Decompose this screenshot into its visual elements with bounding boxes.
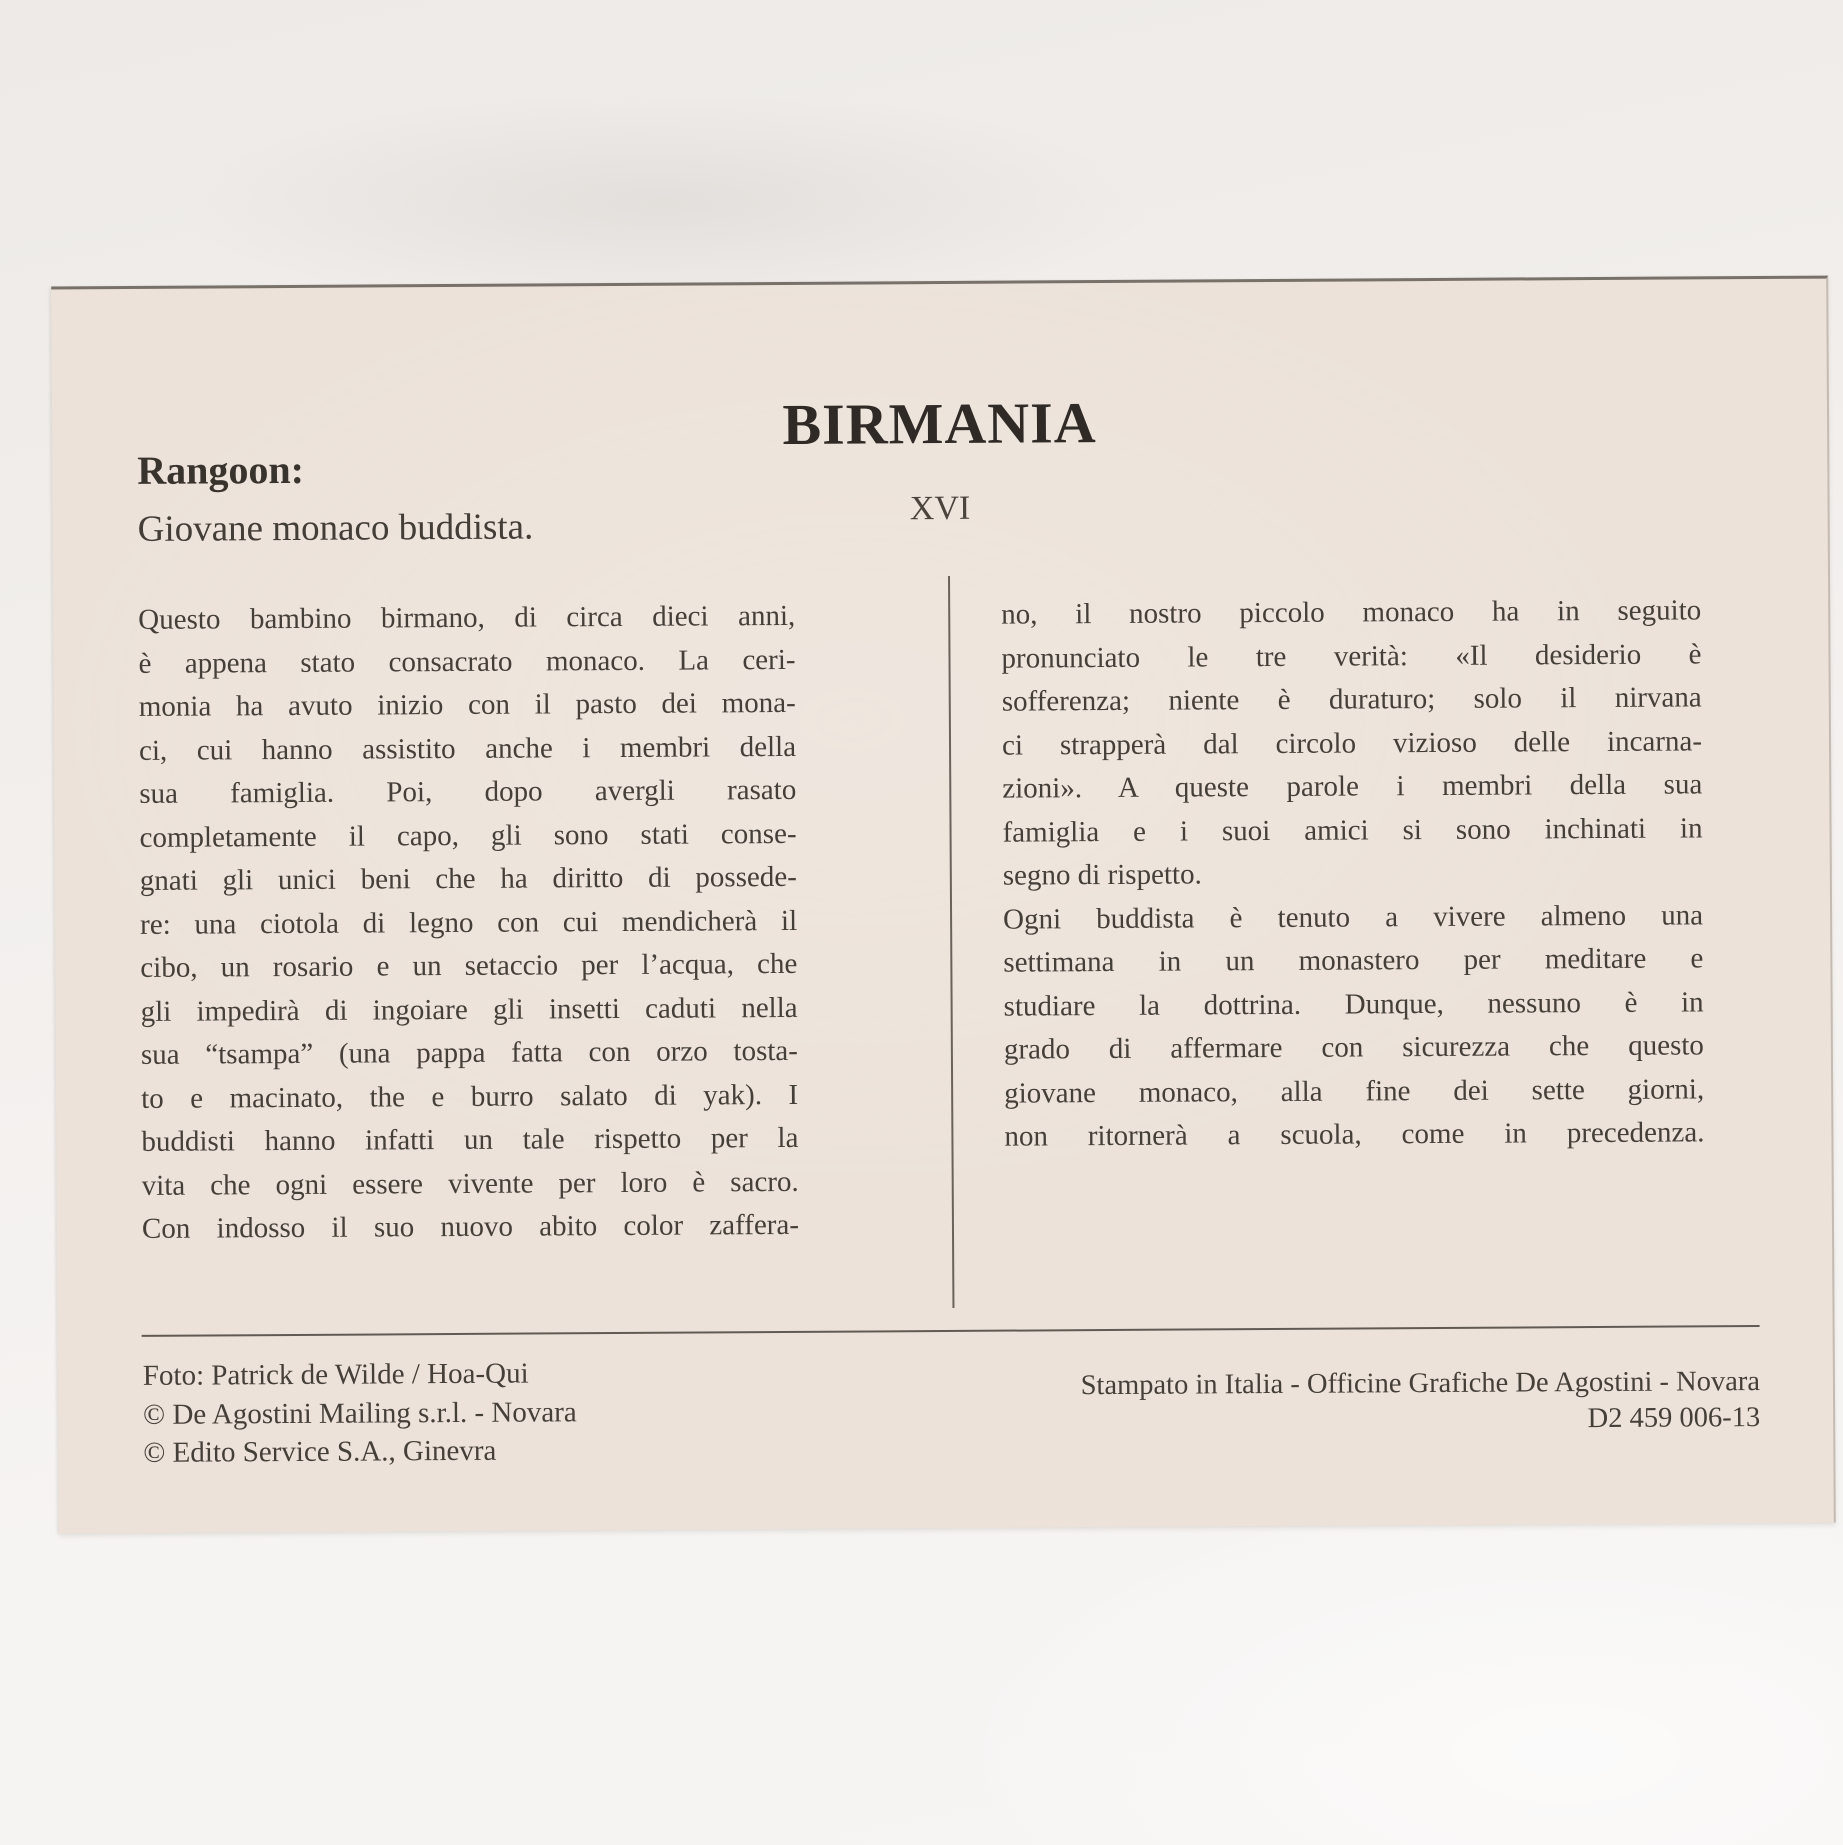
text-line-content: ci strapperà dal circolo vizioso delle incarna-: [1001, 724, 1703, 762]
text-line-content: famiglia e i suoi amici si sono inchinati in: [1002, 811, 1703, 849]
text-line: [1001, 589, 1701, 637]
text-line: [141, 1117, 798, 1165]
text-line-content: pronunciato le tre verità: «Il desiderio è: [1001, 637, 1702, 675]
text-line-content: sua famiglia. Poi, dopo avergli rasato: [139, 773, 797, 810]
body-left-column: [138, 595, 799, 1252]
text-line-content: no, il nostro piccolo monaco ha in seguito: [1001, 594, 1702, 631]
text-line-content: completamente il capo, gli sono stati conse-: [139, 817, 797, 854]
card-series-numeral: XVI: [909, 489, 971, 528]
text-line: [139, 682, 796, 730]
catalog-code: D2 459 006-13: [1587, 1402, 1761, 1435]
text-line-content: buddisti hanno infatti un tale rispetto per la: [141, 1121, 799, 1158]
text-line: [1001, 633, 1701, 681]
text-line: [141, 986, 798, 1034]
text-line-content: Questo bambino birmano, di circa dieci anni,: [138, 599, 796, 636]
photo-credits: [143, 1354, 577, 1472]
text-line-content: sofferenza; niente è duraturo; solo il nirvana: [1001, 681, 1702, 718]
text-line-content: è appena stato consacrato monaco. La ceri-: [138, 643, 796, 680]
text-line: [139, 769, 796, 817]
text-line-content: © De Agostini Mailing s.r.l. - Novara: [143, 1395, 577, 1431]
text-line-content: Foto: Patrick de Wilde / Hoa-Qui: [142, 1357, 529, 1392]
text-line: [1002, 676, 1702, 724]
text-line: [140, 856, 797, 904]
text-line: [1003, 981, 1703, 1029]
text-line-content: grado di affermare con sicurezza che questo: [1003, 1029, 1704, 1066]
text-line-content: studiare la dottrina. Dunque, nessuno è in: [1003, 985, 1704, 1023]
text-line-content: monia ha avuto inizio con il pasto dei mona-: [138, 686, 796, 723]
card-title: BIRMANIA: [782, 390, 1097, 457]
text-line: [143, 1393, 577, 1434]
text-line-content: segno di rispetto.: [1002, 858, 1202, 892]
text-line: [143, 1354, 577, 1395]
text-line: [140, 899, 797, 947]
body-right-column: [1001, 589, 1704, 1159]
text-line: [1002, 720, 1702, 768]
text-line: [139, 812, 796, 860]
text-line: [139, 725, 796, 773]
printing-info: [1081, 1364, 1761, 1440]
text-line-content: sua “tsampa” (una pappa fatta con orzo tosta-: [140, 1034, 798, 1071]
text-line: [141, 1030, 798, 1078]
location-heading: Rangoon:: [137, 446, 305, 493]
text-line-content: ci, cui hanno assistito anche i membri della: [138, 730, 797, 767]
text-line-content: zioni». A queste parole i membri della sua: [1002, 768, 1703, 805]
text-line-content: non ritornerà a scuola, come in precedenza.: [1004, 1116, 1705, 1153]
text-line: [142, 1160, 799, 1208]
column-divider-rule: [948, 576, 954, 1308]
footer-rule: [142, 1325, 1760, 1337]
text-line: [1003, 894, 1703, 942]
photo-caption: Giovane monaco buddista.: [137, 506, 534, 550]
text-line: [141, 1073, 798, 1121]
text-line: [1004, 1024, 1704, 1072]
text-line: [138, 595, 795, 643]
text-line-content: to e macinato, the e burro salato di yak). I: [141, 1078, 799, 1115]
text-line: [1004, 1111, 1704, 1159]
text-line-content: settimana in un monastero per meditare e: [1003, 942, 1704, 979]
text-line-content: gnati gli unici beni che ha diritto di possede-: [139, 860, 797, 897]
text-line: [140, 943, 797, 991]
text-line-content: Ogni buddista è tenuto a vivere almeno una: [1002, 898, 1704, 936]
text-line-content: gli impedirà di ingoiare gli insetti caduti nella: [140, 991, 798, 1028]
text-line-content: vita che ogni essere vivente per loro è sacro.: [141, 1165, 799, 1202]
text-line: [1003, 937, 1703, 985]
text-line-content: cibo, un rosario e un setaccio per l’acqua, che: [140, 947, 798, 984]
text-line-content: © Edito Service S.A., Ginevra: [143, 1434, 497, 1469]
text-line: [1003, 850, 1703, 898]
text-line: [1002, 807, 1702, 855]
text-line: [1002, 763, 1702, 811]
text-line-content: re: una ciotola di legno con cui mendicherà il: [140, 904, 798, 941]
text-line: [143, 1431, 577, 1472]
text-line: [142, 1204, 799, 1252]
text-line: [138, 638, 795, 686]
postcard-back: [51, 276, 1836, 1534]
text-line-content: giovane monaco, alla fine dei sette giorni,: [1004, 1072, 1705, 1110]
text-line-content: Con indosso il suo nuovo abito color zaffera-: [141, 1208, 800, 1245]
text-line: [1004, 1068, 1704, 1116]
printing-line: Stampato in Italia - Officine Grafiche De Agostini - Novara: [1080, 1366, 1761, 1402]
